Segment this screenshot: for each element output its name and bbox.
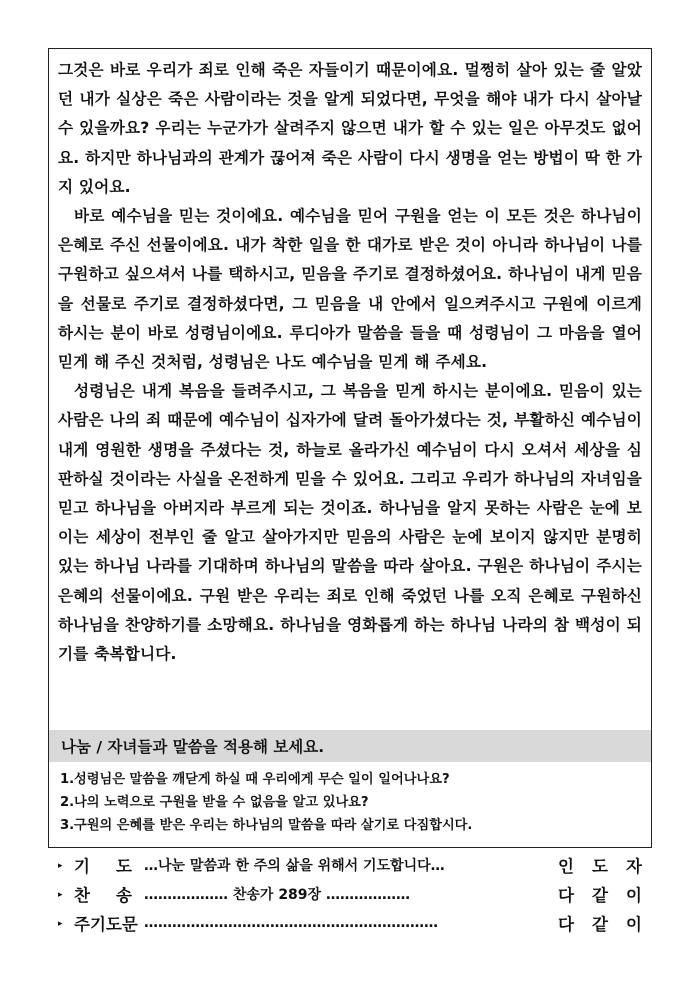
order-leader [558,882,642,906]
order-detail: …나눈 말씀과 한 주의 삶을 위해서 기도합니다… [144,857,445,874]
list-item [60,791,644,814]
triangle-bullet-icon: ▸ [58,860,63,871]
service-order [58,850,642,937]
share-section-header [49,730,651,762]
leader-char: 이 [626,885,642,905]
triangle-bullet-icon: ▸ [58,889,63,900]
paragraph: 바로 예수님을 믿는 것이에요. 예수님을 믿어 구원을 얻는 이 모든 것은 하나님이 은혜로 주신 선물이에요. 내가 착한 일을 한 대가로 받은 것이 아니라 하나님이 나를 구원하고 싶으셔서 나를 택하시고, 믿음을 주기로 결정하셨어요. 하나님이 내게 믿음을 선물로 주기로 결정하셨다면, 그 믿음을 내 안에서 일으켜주시고 구원에 이르게 하시는 분이 바로 성령님이에요. 루디아가 말씀을 들을 때 성령님이 그 마음을 열어 믿게 해 주신 것처럼, 성령님은 나도 예수님을 믿게 해 주세요. [58,207,642,372]
order-label [74,853,132,877]
order-label [74,882,132,906]
order-leader [558,911,642,935]
leader-char: 인 [558,856,574,876]
paragraph: 그것은 바로 우리가 죄로 인해 죽은 자들이기 때문이에요. 멀쩡히 살아 있는 줄 알았던 내가 실상은 죽은 사람이라는 것을 알게 되었다면, 무엇을 해야 내가 다시 살아날 수 있을까요? 우리는 누군가가 살려주지 않으면 내가 할 수 있는 일은 아무것도 없어요. 하지만 하나님과의 관계가 끊어져 죽은 사람이 다시 생명을 얻는 방법이 딱 한 가지 있어요. [58,61,642,196]
label-char: 송 [116,885,132,905]
leader-char: 이 [626,914,642,934]
leader-char: 같 [592,885,608,905]
question-list [60,768,644,837]
order-row-prayer [58,850,642,879]
question-number: 1. [60,772,75,787]
order-leader [558,853,642,877]
share-title: 나눔 / 자녀들과 말씀을 적용해 보세요. [61,738,325,756]
order-row-hymn [58,879,642,908]
list-item [60,768,644,791]
order-row-lords-prayer [58,908,642,937]
order-detail: ……………… 찬송가 289장 ……………… [144,886,410,903]
leader-char: 다 [558,885,574,905]
question-text: 구원의 은혜를 받은 우리는 하나님의 말씀을 따라 살기로 다짐합시다. [74,818,473,833]
order-detail: ……………………………………………………… [144,914,438,931]
list-item [60,814,644,837]
paragraph: 성령님은 내게 복음을 들려주시고, 그 복음을 믿게 하시는 분이에요. 믿음이 있는 사람은 나의 죄 때문에 예수님이 십자가에 달려 돌아가셨다는 것, 부활하신 예수님이 내게 영원한 생명을 주셨다는 것, 하늘로 올라가신 예수님이 다시 오셔서 세상을 심판하실 것이라는 사실을 온전하게 믿을 수 있어요. 그리고 우리가 하나님의 자녀임을 믿고 하나님을 아버지라 부르게 되는 것이죠. 하나님을 알지 못하는 사람은 눈에 보이는 세상이 전부인 줄 알고 살아가지만 믿음의 사람은 눈에 보이지 않지만 분명히 있는 하나님 나라를 기대하며 하나님의 말씀을 따라 살아요. 구원은 하나님이 주시는 은혜의 선물이에요. 구원 받은 우리는 죄로 인해 죽었던 나를 오직 은혜로 구원하신 하나님을 찬양하기를 소망해요. 하나님을 영화롭게 하는 하나님 나라의 참 백성이 되기를 축복합니다. [58,382,642,664]
leader-char: 도 [592,856,608,876]
question-number: 2. [60,795,75,810]
leader-char: 자 [626,856,642,876]
leader-char: 같 [592,914,608,934]
label-char: 찬 [74,885,90,905]
question-text: 나의 노력으로 구원을 받을 수 없음을 알고 있나요? [74,795,369,810]
question-text: 성령님은 말씀을 깨닫게 하실 때 우리에게 무슨 일이 일어나나요? [74,772,450,787]
label-char: 도 [116,856,132,876]
question-number: 3. [60,818,75,833]
label-char: 기 [74,856,90,876]
leader-char: 다 [558,914,574,934]
order-label: 주기도문 [74,914,138,934]
sermon-body [58,56,642,669]
triangle-bullet-icon: ▸ [58,918,63,929]
